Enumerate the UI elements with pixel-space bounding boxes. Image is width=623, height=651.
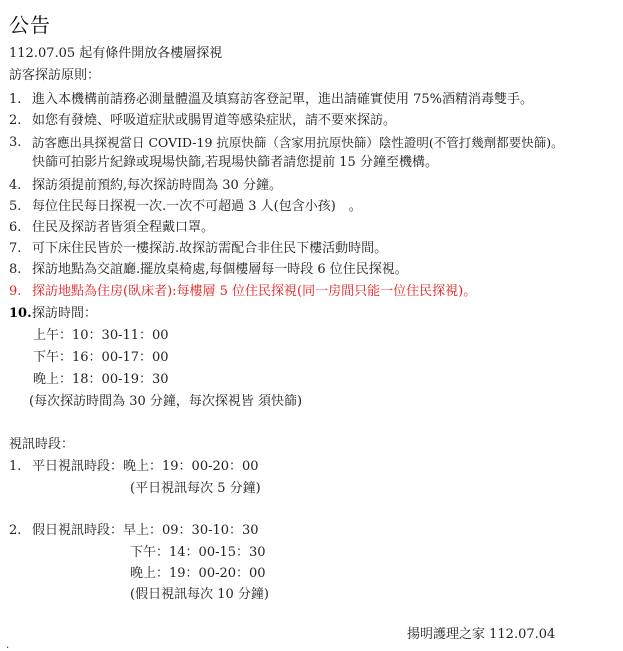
video-weekday-note: (平日視訊每次 5 分鐘) [130, 481, 261, 496]
video-holiday-note: (假日視訊每次 10 分鐘) [130, 587, 269, 602]
video-holiday-label: 假日視訊時段：早上：09：30-10：30 [32, 523, 259, 538]
rule-text: 探訪地點為住房(臥床者):每樓層 5 位住民探視(同一房間只能一位住民探視)。 [32, 284, 477, 299]
rule-number: 7. [9, 241, 22, 256]
rule-item-3-continuation: 快篩可拍影片紀錄或現場快篩,若現場快篩者請您提前 15 分鐘至機構。 [32, 155, 438, 170]
principles-heading: 訪客探訪原則： [9, 68, 101, 83]
rule-text: 可下床住民皆於一樓探訪.故探訪需配合非住民下樓活動時間。 [32, 241, 388, 256]
video-weekday-label: 平日視訊時段：晚上：19：00-20：00 [32, 459, 259, 474]
rule-text: 每位住民每日探視一次.一次不可超過 3 人(包含小孩) 。 [32, 199, 362, 214]
rule-number: 3. [9, 135, 22, 150]
visit-time-afternoon: 下午：16：00-17：00 [33, 350, 169, 365]
date-line: 112.07.05 起有條件開放各樓層探視 [9, 46, 223, 61]
rule-text: 如您有發燒、呼吸道症狀或腸胃道等感染症狀，請不要來探訪。 [32, 113, 397, 128]
video-holiday-evening: 晚上：19：00-20：00 [130, 566, 266, 581]
page-title: 公告 [9, 13, 51, 37]
rule-number: 6. [9, 220, 22, 235]
rule-number: 10. [9, 306, 32, 321]
rule-text: 訪客應出具探視當日 COVID-19 抗原快篩（含家用抗原快篩）陰性證明(不管打幾劑都要快篩)。 [32, 135, 564, 150]
rule-number: 1. [9, 92, 22, 107]
visit-time-morning: 上午：10：30-11：00 [33, 328, 169, 343]
stray-mark: . [6, 640, 10, 651]
rule-text: 探訪地點為交誼廳.擺放桌椅處,每個樓層每一時段 6 位住民探視。 [32, 262, 408, 277]
video-holiday-afternoon: 下午：14：00-15：30 [130, 545, 266, 560]
rule-number: 2. [9, 113, 22, 128]
video-number: 1. [9, 459, 22, 474]
rule-number: 8. [9, 262, 22, 277]
video-number: 2. [9, 523, 22, 538]
rule-text: 進入本機構前請務必測量體溫及填寫訪客登記單，進出請確實使用 75%酒精消毒雙手。 [32, 92, 534, 107]
rule-text: 探訪時間： [32, 306, 98, 321]
footer-signature: 揚明護理之家 112.07.04 [407, 627, 556, 642]
rule-text: 住民及探訪者皆須全程戴口罩。 [32, 220, 215, 235]
rule-number: 4. [9, 178, 22, 193]
visit-time-evening: 晚上：18：00-19：30 [33, 372, 169, 387]
rule-number: 5. [9, 199, 22, 214]
rule-text: 探訪須提前預約,每次探訪時間為 30 分鐘。 [32, 178, 282, 193]
video-heading: 視訊時段： [9, 437, 75, 452]
visit-time-note: (每次探訪時間為 30 分鐘，每次探視皆 須快篩) [29, 394, 303, 409]
rule-number: 9. [9, 284, 22, 299]
